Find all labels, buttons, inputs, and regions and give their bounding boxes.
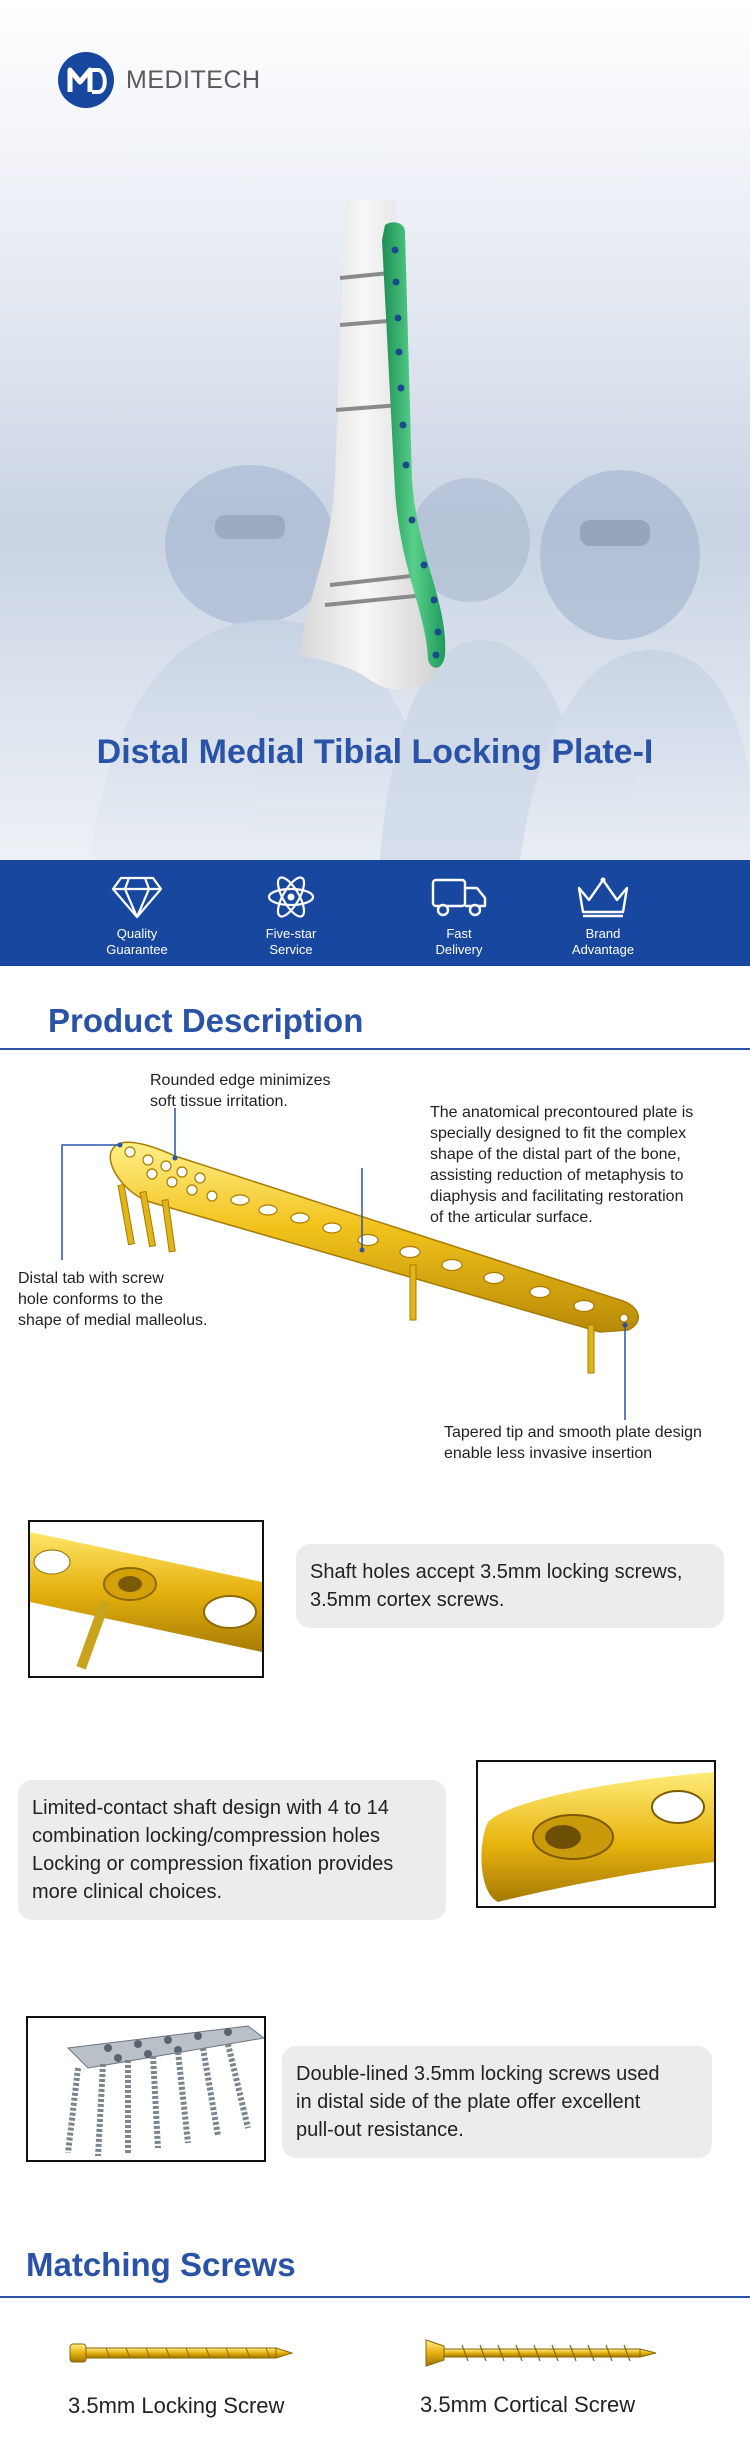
section-divider (0, 2296, 750, 2298)
hero-banner (0, 0, 750, 860)
brand-logo[interactable] (56, 50, 261, 110)
badge-label: Five-star Service (265, 926, 317, 957)
truck-icon (429, 874, 489, 920)
plate-diagram (0, 1060, 750, 1480)
shaft-holes-closeup (30, 1522, 262, 1676)
double-lined-screws-closeup (28, 2018, 264, 2160)
callout-rounded-edge: Rounded edge minimizes soft tissue irritation. (150, 1072, 331, 1110)
callout-distal-tab: Distal tab with screw hole conforms to the shape of medial malleolus. (18, 1270, 208, 1329)
combination-holes-closeup (478, 1762, 714, 1906)
badge-quality (82, 874, 192, 958)
cortical-screw-image (422, 2336, 662, 2370)
badge-service (236, 874, 346, 958)
hero-illustration (0, 0, 750, 860)
badge-brand (548, 874, 658, 958)
locking-screw-label: 3.5mm Locking Screw (68, 2393, 285, 2418)
photo-double-lined-screws (26, 2016, 266, 2162)
product-description-title: Product Description (48, 1002, 364, 1039)
badge-delivery (404, 874, 514, 958)
matching-screws-title: Matching Screws (26, 2246, 296, 2283)
locking-screw-image (66, 2336, 296, 2370)
atom-icon (265, 874, 317, 920)
callout-tapered-tip: Tapered tip and smooth plate design enable less invasive insertion (444, 1424, 702, 1462)
badge-label: Brand Advantage (571, 926, 635, 957)
photo-combination-holes (476, 1760, 716, 1908)
section-divider (0, 1048, 750, 1050)
feature-text-double-lined: Double-lined 3.5mm locking screws used in distal side of the plate offer excellent pull-out resistance. (282, 2046, 712, 2158)
diamond-icon (111, 874, 163, 920)
md-monogram-logo (56, 50, 116, 110)
badge-bar (0, 860, 750, 966)
feature-text-limited-contact: Limited-contact shaft design with 4 to 14 combination locking/compression holes Locking or compression fixation provides more clinical choices. (18, 1780, 446, 1920)
cortical-screw-label: 3.5mm Cortical Screw (420, 2392, 636, 2417)
hero-title: Distal Medial Tibial Locking Plate-I (96, 733, 654, 771)
callout-anatomical: The anatomical precontoured plate is specially designed to fit the complex shape of the distal part of the bone, assisting reduction of metaphysis to diaphysis and facilitating restoration of the articular surface. (430, 1104, 694, 1226)
photo-shaft-holes (28, 1520, 264, 1678)
crown-icon (573, 874, 633, 920)
badge-label: Quality Guarantee (106, 926, 168, 957)
badge-label: Fast Delivery (435, 926, 483, 957)
brand-name: MEDITECH (126, 65, 261, 94)
feature-text-shaft-holes: Shaft holes accept 3.5mm locking screws, 3.5mm cortex screws. (296, 1544, 724, 1628)
